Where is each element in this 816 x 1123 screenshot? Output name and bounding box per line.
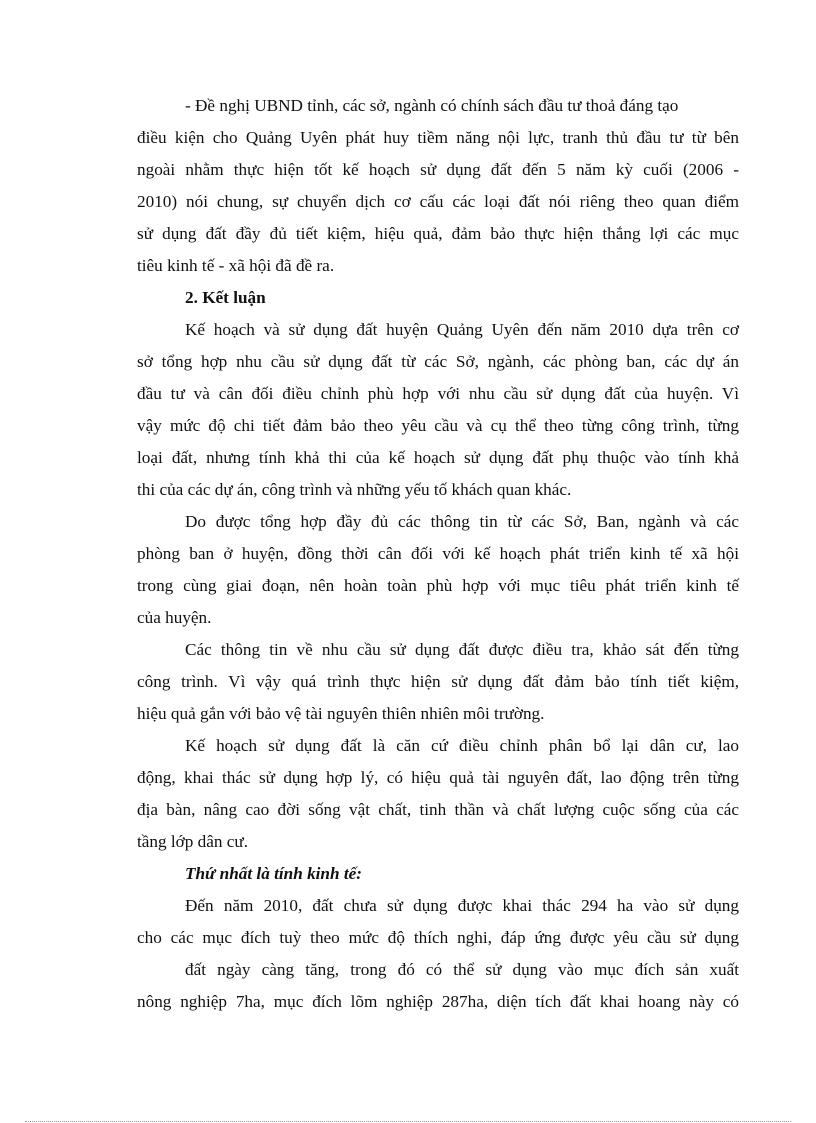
- paragraph-line: Đến năm 2010, đất chưa sử dụng được khai thác 294 ha vào sử dụng: [185, 896, 739, 915]
- section-heading: 2. Kết luận: [185, 288, 266, 307]
- paragraph-line: Kế hoạch sử dụng đất là căn cứ điều chỉnh phân bổ lại dân cư, lao: [185, 736, 739, 755]
- paragraph-line: Các thông tin về nhu cầu sử dụng đất được điều tra, khảo sát đến từng: [185, 640, 739, 659]
- paragraph-line: vậy mức độ chi tiết đảm bảo theo yêu cầu và cụ thể theo từng công trình, từng: [137, 416, 739, 435]
- paragraph-line: Kế hoạch và sử dụng đất huyện Quảng Uyên đến năm 2010 dựa trên cơ: [185, 320, 739, 339]
- paragraph-line: đất ngày càng tăng, trong đó có thể sử dụng vào mục đích sản xuất: [185, 960, 739, 979]
- subsection-heading: Thứ nhất là tính kinh tế:: [185, 864, 362, 883]
- paragraph-line: hiệu quả gắn với bảo vệ tài nguyên thiên nhiên môi trường.: [137, 704, 545, 723]
- paragraph-line: loại đất, nhưng tính khả thi của kế hoạch sử dụng đất phụ thuộc vào tính khả: [137, 448, 739, 467]
- paragraph-line: đầu tư và cân đối điều chỉnh phù hợp với nhu cầu sử dụng đất của huyện. Vì: [137, 384, 739, 403]
- paragraph-line: địa bàn, nâng cao đời sống vật chất, tinh thần và chất lượng cuộc sống của các: [137, 800, 739, 819]
- paragraph-line: tiêu kinh tế - xã hội đã đề ra.: [137, 256, 335, 275]
- paragraph-line: cho các mục đích tuỳ theo mức độ thích nghi, đáp ứng được yêu cầu sử dụng: [137, 928, 739, 947]
- paragraph-line: 2010) nói chung, sự chuyển dịch cơ cấu các loại đất nói riêng theo quan điểm: [137, 192, 739, 211]
- paragraph-line: của huyện.: [137, 608, 212, 627]
- paragraph-line: trong cùng giai đoạn, nên hoàn toàn phù hợp với mục tiêu phát triển kinh tế: [137, 576, 739, 595]
- paragraph-line: nông nghiệp 7ha, mục đích lõm nghiệp 287ha, diện tích đất khai hoang này có: [137, 992, 739, 1011]
- paragraph-line: thi của các dự án, công trình và những yếu tố khách quan khác.: [137, 480, 572, 499]
- paragraph-line: - Đề nghị UBND tỉnh, các sở, ngành có chính sách đầu tư thoả đáng tạo: [185, 96, 679, 115]
- paragraph-line: tầng lớp dân cư.: [137, 832, 248, 851]
- paragraph-line: ngoài nhằm thực hiện tốt kế hoạch sử dụng đất đến 5 năm kỳ cuối (2006 -: [137, 160, 739, 179]
- paragraph-line: điều kiện cho Quảng Uyên phát huy tiềm năng nội lực, tranh thủ đầu tư từ bên: [137, 128, 739, 147]
- paragraph-line: sở tổng hợp nhu cầu sử dụng đất từ các Sở, ngành, các phòng ban, các dự án: [137, 352, 739, 371]
- paragraph-line: sử dụng đất đầy đủ tiết kiệm, hiệu quả, đảm bảo thực hiện thắng lợi các mục: [137, 224, 739, 243]
- paragraph-line: công trình. Vì vậy quá trình thực hiện sử dụng đất đảm bảo tính tiết kiệm,: [137, 672, 739, 691]
- paragraph-line: động, khai thác sử dụng hợp lý, có hiệu quả tài nguyên đất, lao động trên từng: [137, 768, 739, 787]
- paragraph-line: Do được tổng hợp đầy đủ các thông tin từ các Sở, Ban, ngành và các: [185, 512, 739, 531]
- paragraph-line: phòng ban ở huyện, đồng thời cân đối với kế hoạch phát triển kinh tế xã hội: [137, 544, 739, 563]
- page-bottom-rule: [25, 1121, 791, 1122]
